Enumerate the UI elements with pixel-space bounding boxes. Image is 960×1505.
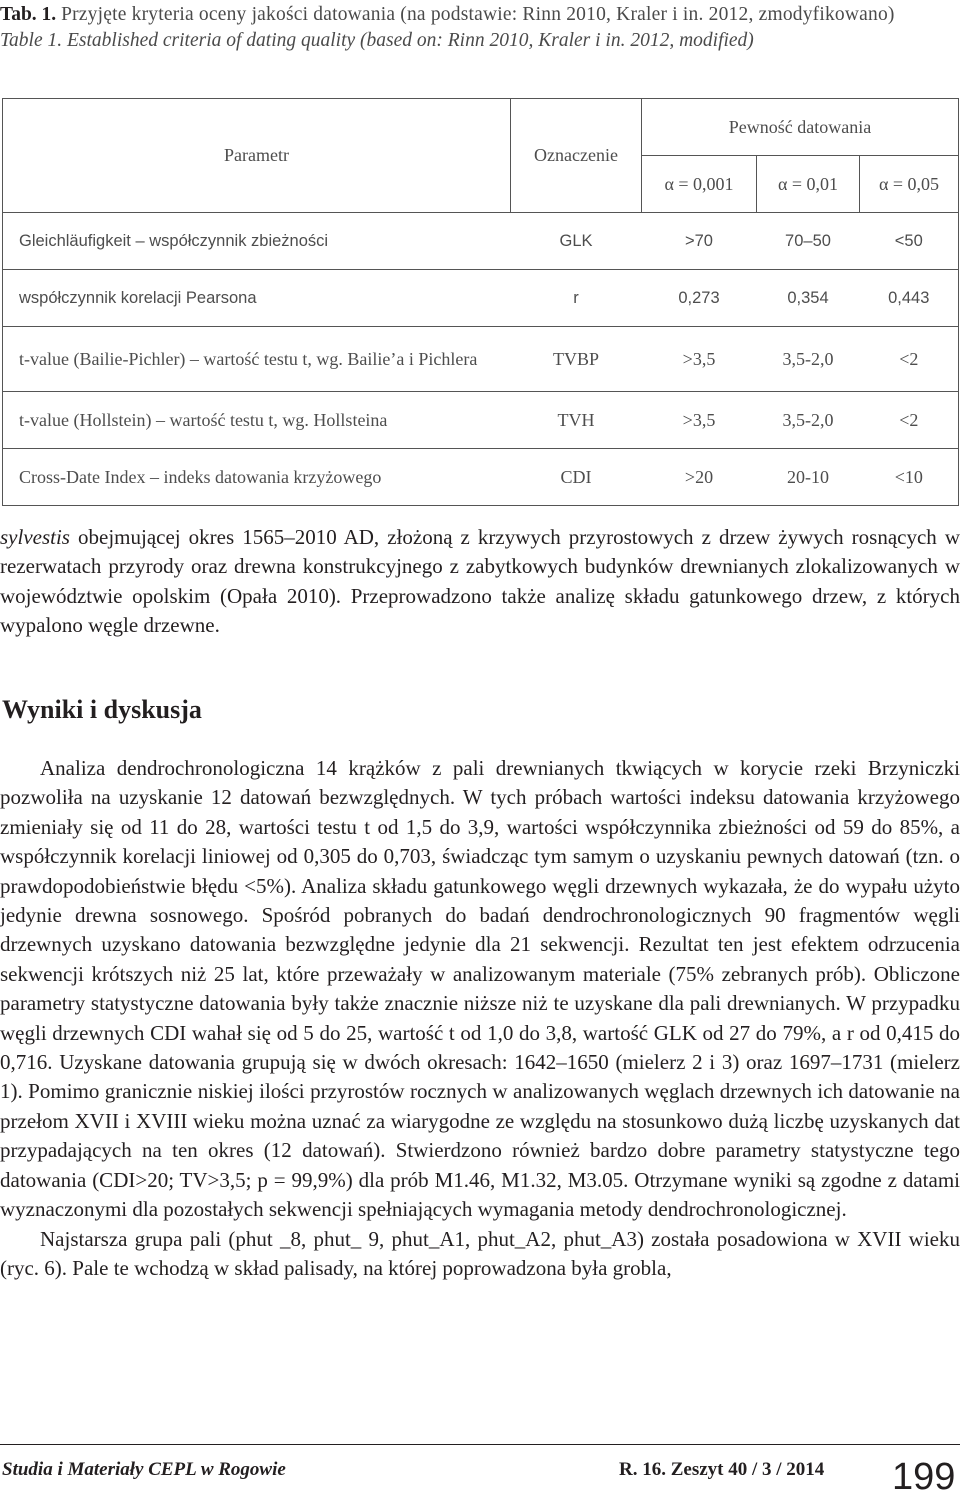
row-value-2: 3,5-2,0 [757, 392, 860, 449]
paragraph-methods-end [0, 523, 960, 641]
row-symbol: TVBP [511, 327, 642, 392]
row-param: Cross-Date Index – indeks datowania krzyżowego [3, 449, 511, 506]
table-header-row [3, 99, 959, 156]
species-name: sylvestis [0, 525, 70, 549]
row-value-1: >3,5 [642, 327, 757, 392]
header-param: Parametr [3, 99, 511, 213]
footer-issue: R. 16. Zeszyt 40 / 3 / 2014 [619, 1459, 825, 1480]
page-number: 199 [892, 1456, 956, 1498]
row-param: współczynnik korelacji Pearsona [3, 270, 511, 327]
row-value-3: <2 [860, 327, 959, 392]
table-row [3, 392, 959, 449]
table-caption [0, 2, 960, 54]
paragraph-results: Analiza dendrochronologiczna 14 krążków z pali drewnianych tkwiących w korycie rzeki Brzyniczki pozwoliła na uzyskanie 12 datowań bezwzględnych. W tych próbach wartości indeksu datowania krzyżowego zmieniały się od 11 do 28, wartości testu t od 1,5 do 3,9, wartości współczynnika zbieżności od 59 do 85%, a współczynnik korelacji liniowej od 0,305 do 0,703, świadcząc tym samym o uzyskaniu pewnych datowań (tzn. o prawdopodobieństwie błędu <5%). Analiza składu gatunkowego węgli drzewnych wykazała, że do wypału użyto jedynie drewna sosnowego. Spośród pobranych do badań dendrochronologicznych 90 fragmentów węgli drzewnych uzyskano datowania bezwzględne jedynie dla 21 sekwencji. Rezultat ten jest efektem odrzucenia sekwencji krótszych niż 25 lat, które przeważały w analizowanym materiale (75% zebranych prób). Obliczone parametry statystyczne datowania były także znacznie niższe niż te uzyskane dla pali drewnianych. W przypadku węgli drzewnych CDI wahał się od 5 do 25, wartość t od 1,0 do 3,8, wartość GLK od 27 do 79%, a r od 0,415 do 0,716. Uzyskane datowania grupują się w dwóch okresach: 1642–1650 (mielerz 2 i 3) oraz 1697–1731 (mielerz 1). Pomimo granicznie niskiej ilości przyrostów rocznych w analizowanych węglach drzewnych ich datowanie na przełom XVII i XVIII wieku można uznać za wiarygodne ze względu na stosunkowo dużą liczbę uzyskanych dat przypadających na ten okres (12 datowań). Stwierdzono również bardzo dobre parametry statystyczne tego datowania (CDI>20; TV>3,5; p = 99,9%) dla prób M1.46, M1.32, M3.05. Otrzymane wyniki są zgodne z datami wyznaczonymi dla pozostałych sekwencji spełniających wymagania metody dendrochronologicznej. [0, 756, 960, 1222]
header-alpha-2: α = 0,01 [757, 156, 860, 213]
row-param: t-value (Hollstein) – wartość testu t, wg. Hollsteina [3, 392, 511, 449]
row-param: t-value (Bailie-Pichler) – wartość testu t, wg. Bailie’a i Pichlera [3, 327, 511, 392]
row-value-2: 20-10 [757, 449, 860, 506]
table-row [3, 327, 959, 392]
caption-label-en: Table 1. [0, 30, 63, 51]
header-alpha-3: α = 0,05 [860, 156, 959, 213]
row-param: Gleichläufigkeit – współczynnik zbieżności [3, 213, 511, 270]
row-value-2: 0,354 [757, 270, 860, 327]
footer-journal: Studia i Materiały CEPL w Rogowie [2, 1459, 286, 1480]
row-value-1: >70 [642, 213, 757, 270]
row-value-3: 0,443 [860, 270, 959, 327]
header-alpha-1: α = 0,001 [642, 156, 757, 213]
row-value-1: 0,273 [642, 270, 757, 327]
row-value-3: <2 [860, 392, 959, 449]
paragraph-text: obejmującej okres 1565–2010 AD, złożoną z krzywych przyrostowych z drzew żywych rosnących w rezerwatach przyrody oraz drewna konstrukcyjnego z zabytkowych budynków drewnianych zlokalizowanych w województwie opolskim (Opała 2010). Przeprowadzono także analizę składu gatunkowego drzew, z których wypalono węgle drzewne. [0, 525, 960, 638]
footer-divider [0, 1444, 960, 1445]
row-value-1: >3,5 [642, 392, 757, 449]
caption-label-pl: Tab. 1. [0, 4, 57, 25]
caption-text-en: Established criteria of dating quality (based on: Rinn 2010, Kraler i in. 2012, modified) [67, 30, 754, 51]
header-symbol: Oznaczenie [511, 99, 642, 213]
caption-text-pl: Przyjęte kryteria oceny jakości datowania (na podstawie: Rinn 2010, Kraler i in. 2012, zmodyfikowano) [61, 4, 895, 25]
row-value-3: <10 [860, 449, 959, 506]
paragraph-oldest-piles: Najstarsza grupa pali (phut _8, phut_ 9, phut_A1, phut_A2, phut_A3) została posadowiona w XVII wieku (ryc. 6). Pale te wchodzą w skład palisady, na której poprowadzona była grobla, [0, 1226, 960, 1280]
table-row [3, 213, 959, 270]
row-value-1: >20 [642, 449, 757, 506]
section-heading: Wyniki i dyskusja [2, 695, 202, 724]
header-certainty: Pewność datowania [642, 99, 959, 156]
row-symbol: GLK [511, 213, 642, 270]
row-symbol: r [511, 270, 642, 327]
row-value-2: 3,5-2,0 [757, 327, 860, 392]
row-symbol: TVH [511, 392, 642, 449]
table-row [3, 270, 959, 327]
row-value-3: <50 [860, 213, 959, 270]
results-section [0, 754, 960, 1283]
table-row [3, 449, 959, 506]
row-value-2: 70–50 [757, 213, 860, 270]
criteria-table [2, 98, 959, 506]
row-symbol: CDI [511, 449, 642, 506]
